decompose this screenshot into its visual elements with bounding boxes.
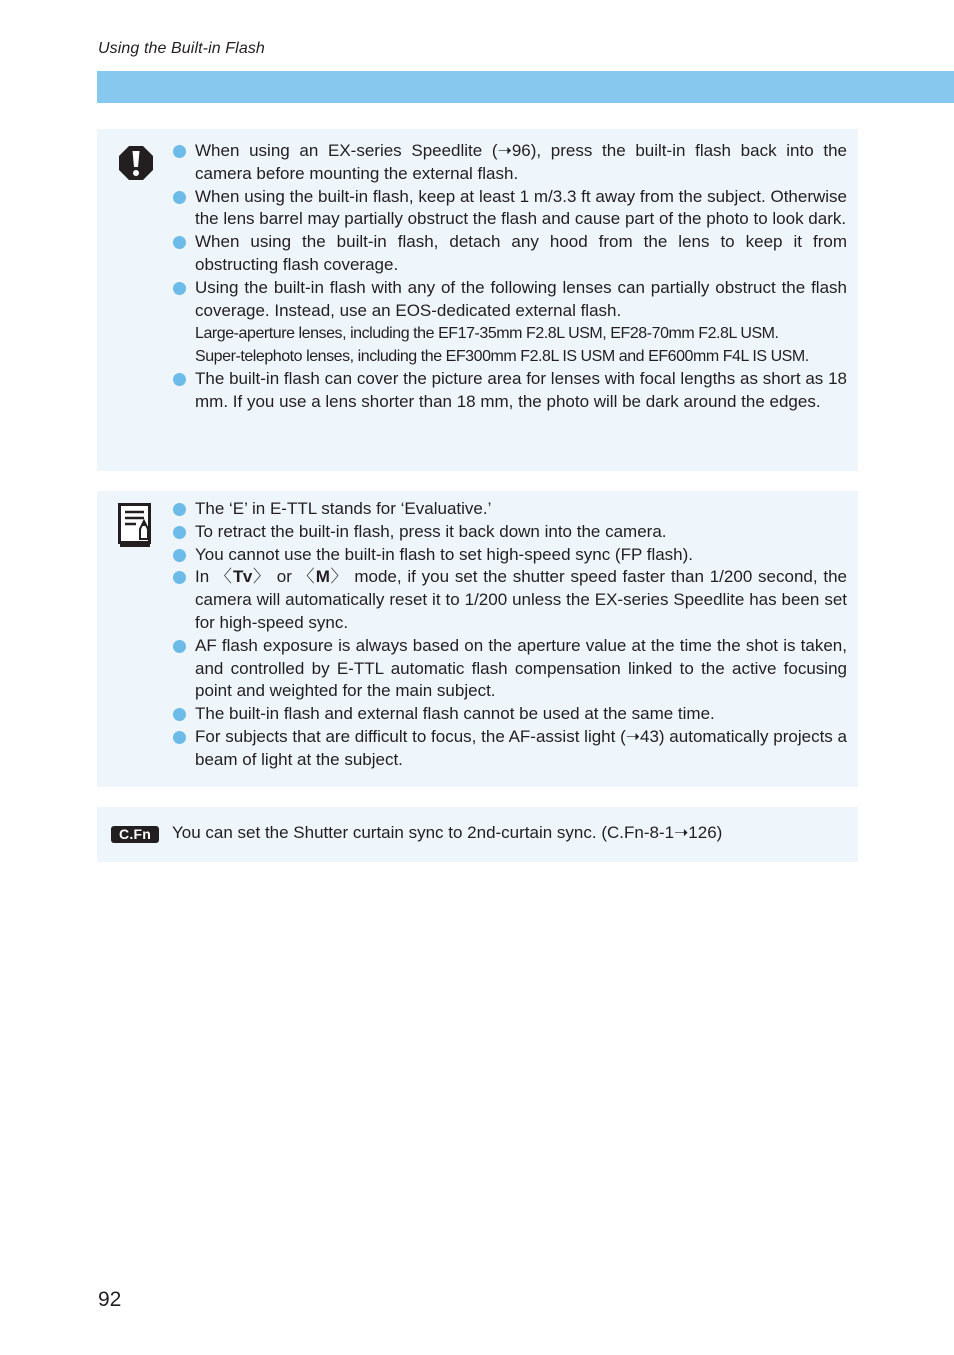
memo-note-icon [118, 503, 152, 549]
bullet-icon [173, 549, 186, 562]
caution-box [97, 129, 858, 471]
caution-item [173, 368, 847, 414]
page-number: 92 [98, 1288, 122, 1311]
caution-list [173, 140, 847, 414]
bullet-icon [173, 282, 186, 295]
note-item-text: The built-in flash and external flash cannot be used at the same time. [195, 704, 715, 724]
bullet-icon [173, 236, 186, 249]
note-item [173, 703, 847, 726]
notes-box [97, 491, 858, 787]
lens-list-line: Large-aperture lenses, including the EF17-35mm F2.8L USM, EF28-70mm F2.8L USM. [195, 325, 779, 343]
cfn-box [97, 807, 858, 862]
note-item-text: AF flash exposure is always based on the aperture value at the time the shot is taken, and controlled by E-TTL automatic flash compensation linked to the active focusing point and weighted for the main subject. [195, 635, 847, 701]
note-item [173, 726, 847, 772]
lens-list-line: Super-telephoto lenses, including the EF300mm F2.8L IS USM and EF600mm F4L IS USM. [195, 348, 809, 366]
notes-list [173, 498, 847, 772]
bullet-icon [173, 571, 186, 584]
tv-mode-glyph: Tv [233, 567, 252, 587]
bullet-icon [173, 731, 186, 744]
m-mode-glyph: M [315, 567, 330, 587]
mode-text-suffix: 〉 mode, if you set the shutter speed faster than 1/200 second, the camera will automatically reset it to 1/200 unless the EX-series Speedlite has been set for high-speed sync. [195, 567, 848, 632]
caution-item-text: The built-in flash can cover the picture area for lenses with focal lengths as short as 18 mm. If you use a lens shorter than 18 mm, the photo will be dark around the edges. [195, 369, 847, 412]
bullet-icon [173, 503, 186, 516]
caution-item-text: When using the built-in flash, keep at least 1 m/3.3 ft away from the subject. Otherwise the lens barrel may partially obstruct the flash and cause part of the photo to look dark. [195, 186, 847, 229]
caution-item [173, 231, 847, 277]
note-item [173, 544, 847, 567]
bullet-icon [173, 373, 186, 386]
caution-item [173, 140, 847, 186]
caution-item-text: When using an EX-series Speedlite (➝96), press the built-in flash back into the camera before mounting the external flash. [195, 141, 847, 183]
mode-text-prefix: In 〈 [195, 567, 234, 587]
bullet-icon [173, 640, 186, 653]
bullet-icon [173, 191, 186, 204]
caution-item-text: Using the built-in flash with any of the following lenses can partially obstruct the flash coverage. Instead, use an EOS-dedicated external flash. [195, 277, 847, 320]
caution-item [173, 277, 847, 369]
note-item [173, 635, 847, 703]
cfn-badge-icon: C.Fn [111, 826, 159, 843]
caution-exclamation-icon [119, 146, 153, 180]
header-band [97, 71, 954, 103]
note-item-text: The ‘E’ in E-TTL stands for ‘Evaluative.’ [195, 499, 492, 518]
note-item-text: For subjects that are difficult to focus, the AF-assist light (➝43) automatically projects a beam of light at the subject. [195, 726, 847, 769]
note-item [173, 521, 847, 544]
bullet-icon [173, 708, 186, 721]
note-item-text: To retract the built-in flash, press it back down into the camera. [195, 521, 667, 541]
cfn-text: You can set the Shutter curtain sync to 2nd-curtain sync. (C.Fn-8-1➝126) [172, 823, 723, 842]
note-item [173, 566, 847, 634]
running-head: Using the Built-in Flash [98, 40, 265, 57]
caution-item [173, 186, 847, 232]
caution-item-text: When using the built-in flash, detach any hood from the lens to keep it from obstructing flash coverage. [195, 232, 847, 274]
bullet-icon [173, 145, 186, 158]
bullet-icon [173, 526, 186, 539]
mode-text-between: 〉 or 〈 [251, 567, 316, 587]
note-item [173, 498, 847, 521]
note-item-text: You cannot use the built-in flash to set high-speed sync (FP flash). [195, 544, 694, 564]
